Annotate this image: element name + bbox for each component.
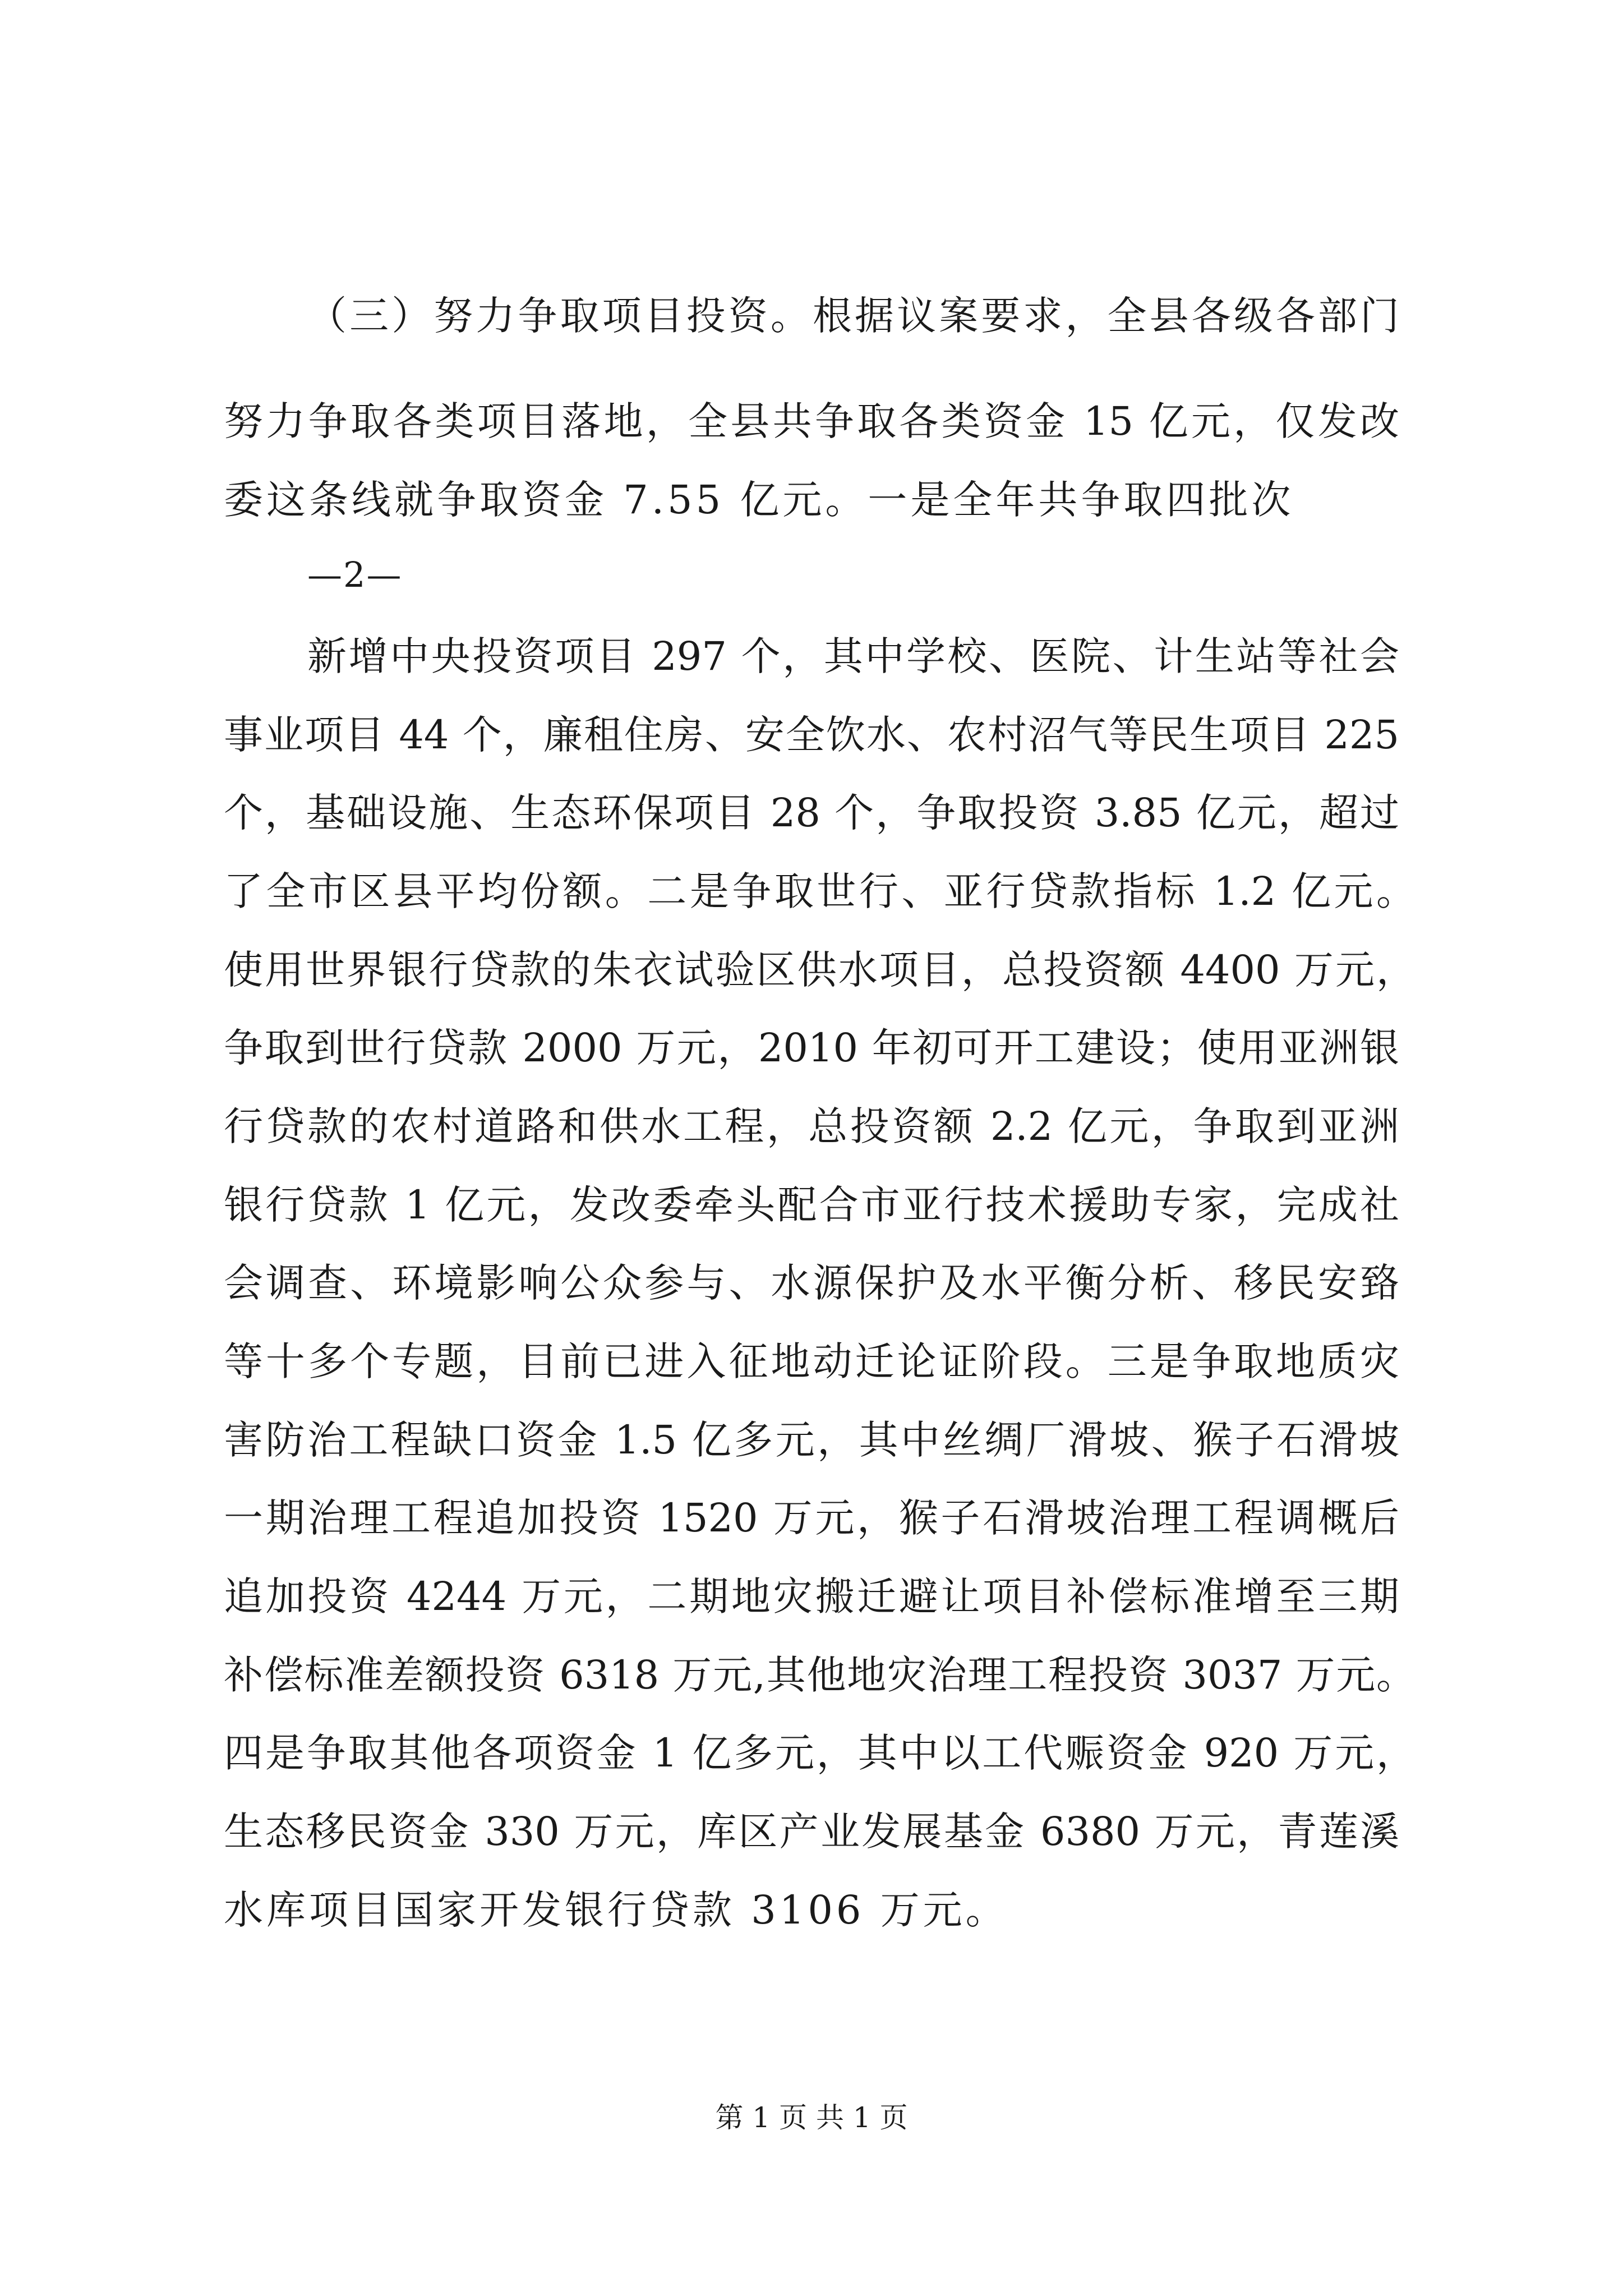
page-footer: 第 1 页 共 1 页	[715, 2101, 908, 2134]
paragraph-1-line-1: （三）努力争取项目投资。根据议案要求，全县各级各部门	[307, 293, 1399, 339]
paragraph-2-line-14: 补偿标准差额投资 6318 万元,其他地灾治理工程投资 3037 万元。	[224, 1652, 1415, 1698]
paragraph-2-line-4: 了全市区县平均份额。二是争取世行、亚行贷款指标 1.2 亿元。	[224, 868, 1415, 914]
paragraph-1-line-2: 努力争取各类项目落地，全县共争取各类资金 15 亿元，仅发改	[224, 398, 1399, 444]
paragraph-2-line-17: 水库项目国家开发银行贷款 3106 万元。	[224, 1887, 1008, 1933]
paragraph-2-line-7: 行贷款的农村道路和供水工程，总投资额 2.2 亿元，争取到亚洲	[224, 1103, 1399, 1149]
paragraph-2-line-2: 事业项目 44 个，廉租住房、安全饮水、农村沼气等民生项目 225	[224, 712, 1399, 758]
paragraph-1-line-3: 委这条线就争取资金 7.55 亿元。一是全年共争取四批次	[224, 477, 1294, 523]
paragraph-2-line-8: 银行贷款 1 亿元，发改委牵头配合市亚行技术援助专家，完成社	[224, 1182, 1399, 1228]
paragraph-2-line-15: 四是争取其他各项资金 1 亿多元，其中以工代赈资金 920 万元，	[224, 1730, 1415, 1776]
paragraph-2-line-13: 追加投资 4244 万元，二期地灾搬迁避让项目补偿标准增至三期	[224, 1573, 1399, 1619]
paragraph-2-line-12: 一期治理工程追加投资 1520 万元，猴子石滑坡治理工程调概后	[224, 1495, 1399, 1541]
paragraph-2-line-11: 害防治工程缺口资金 1.5 亿多元，其中丝绸厂滑坡、猴子石滑坡	[224, 1417, 1399, 1463]
paragraph-2-line-1: 新增中央投资项目 297 个，其中学校、医院、计生站等社会	[307, 633, 1399, 679]
paragraph-2-line-3: 个，基础设施、生态环保项目 28 个，争取投资 3.85 亿元，超过	[224, 790, 1399, 836]
paragraph-2-line-10: 等十多个专题，目前已进入征地动迁论证阶段。三是争取地质灾	[224, 1338, 1399, 1384]
paragraph-2-line-16: 生态移民资金 330 万元，库区产业发展基金 6380 万元，青莲溪	[224, 1809, 1399, 1855]
paragraph-2-line-6: 争取到世行贷款 2000 万元，2010 年初可开工建设；使用亚洲银	[224, 1025, 1399, 1071]
paragraph-2-line-5: 使用世界银行贷款的朱衣试验区供水项目，总投资额 4400 万元，	[224, 947, 1415, 993]
paragraph-2-line-9: 会调查、环境影响公众参与、水源保护及水平衡分析、移民安臵	[224, 1260, 1399, 1306]
page-marker: —2—	[307, 554, 403, 595]
